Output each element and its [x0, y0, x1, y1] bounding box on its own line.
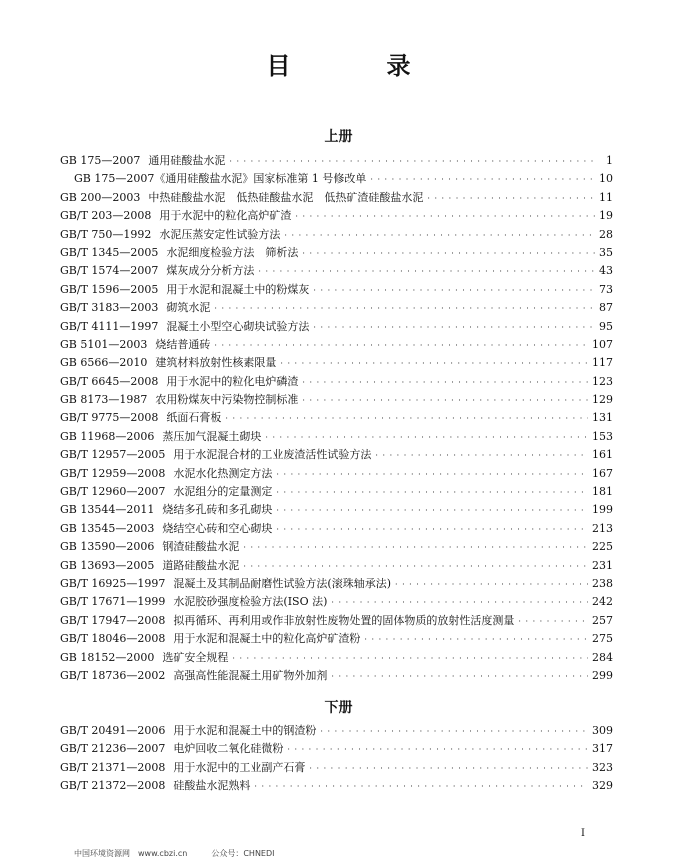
- volume-2-toc: [60, 722, 613, 796]
- toc-leader-dots: [313, 318, 595, 337]
- toc-entry-page: 123: [592, 374, 613, 388]
- toc-entry-title: 建筑材料放射性核素限量: [155, 356, 277, 370]
- toc-entry: [60, 318, 613, 336]
- toc-entry-code: GB 200—2003: [60, 190, 141, 204]
- footer-watermark: 中国环境资源网 www.cbzi.cn 公众号：CHNEDI: [74, 849, 275, 858]
- toc-leader-dots: [243, 538, 588, 557]
- toc-entry: [60, 207, 613, 225]
- toc-entry-title: 水泥胶砂强度检验方法(ISO 法): [173, 595, 328, 609]
- toc-entry-title: 选矿安全规程: [162, 650, 229, 664]
- toc-entry-code: GB 5101—2003: [60, 337, 148, 351]
- toc-entry-page: 73: [599, 282, 613, 296]
- toc-entry-title: 中热硅酸盐水泥 低热硅酸盐水泥 低热矿渣硅酸盐水泥: [148, 190, 424, 204]
- toc-entry-page: 129: [592, 393, 613, 407]
- toc-entry-page: 242: [592, 595, 613, 609]
- toc-leader-dots: [287, 740, 588, 759]
- toc-leader-dots: [395, 575, 588, 594]
- toc-entry-page: 11: [599, 190, 613, 204]
- toc-entry-code: GB/T 21371—2008: [60, 760, 166, 774]
- toc-entry-code: GB/T 21236—2007: [60, 742, 166, 756]
- toc-entry-title: 砌筑水泥: [166, 301, 211, 315]
- toc-entry-code: GB/T 17947—2008: [60, 613, 166, 627]
- toc-entry: [60, 483, 613, 501]
- toc-leader-dots: [331, 667, 588, 686]
- toc-entry-code: GB/T 18736—2002: [60, 668, 166, 682]
- toc-leader-dots: [276, 483, 588, 502]
- toc-entry-title: 蒸压加气混凝土砌块: [162, 429, 262, 443]
- toc-leader-dots: [427, 189, 595, 208]
- toc-entry-page: 213: [592, 521, 613, 535]
- toc-entry-code: GB 175—2007: [60, 154, 141, 167]
- toc-entry-page: 225: [592, 540, 613, 554]
- toc-entry-page: 28: [599, 227, 613, 241]
- toc-entry: [60, 575, 613, 593]
- toc-entry: [60, 244, 613, 262]
- toc-entry-code: GB 13590—2006: [60, 540, 155, 554]
- toc-entry-code: GB 8173—1987: [60, 393, 148, 407]
- toc-entry: [60, 759, 613, 777]
- toc-entry-title: 用于水泥中的粒化高炉矿渣: [159, 209, 292, 223]
- toc-entry: [60, 373, 613, 391]
- toc-entry-page: 87: [599, 301, 613, 315]
- toc-entry: [60, 649, 613, 667]
- toc-entry-page: 231: [592, 558, 613, 572]
- toc-entry-page: 117: [592, 356, 613, 370]
- toc-entry-code: GB/T 9775—2008: [60, 411, 159, 425]
- toc-entry-code: GB 175—2007《通用硅酸盐水泥》国家标准第 1 号修改单: [74, 172, 367, 186]
- toc-leader-dots: [295, 207, 595, 226]
- page-folio: I: [581, 828, 585, 839]
- volume-1-toc: [60, 152, 613, 685]
- toc-entry-code: GB/T 203—2008: [60, 209, 152, 223]
- toc-entry-page: 284: [592, 650, 613, 664]
- toc-entry-title: 水泥细度检验方法 筛析法: [166, 245, 299, 259]
- toc-leader-dots: [276, 465, 588, 484]
- toc-entry-title: 道路硅酸盐水泥: [162, 558, 240, 572]
- toc-entry-page: 323: [592, 760, 613, 774]
- toc-entry-code: GB 13545—2003: [60, 521, 155, 535]
- toc-entry-title: 钢渣硅酸盐水泥: [162, 540, 240, 554]
- toc-leader-dots: [214, 336, 588, 355]
- toc-entry-page: 19: [599, 209, 613, 223]
- toc-leader-dots: [280, 354, 588, 373]
- toc-entry-page: 1: [606, 154, 613, 167]
- toc-entry-code: GB/T 1596—2005: [60, 282, 159, 296]
- toc-entry-title: 拟再循环、再利用或作非放射性废物处置的固体物质的放射性活度测量: [173, 613, 515, 627]
- toc-leader-dots: [284, 226, 595, 245]
- toc-entry-code: GB/T 12960—2007: [60, 485, 166, 499]
- toc-entry: [60, 281, 613, 299]
- toc-entry-title: 烧结空心砖和空心砌块: [162, 521, 273, 535]
- toc-entry: [60, 354, 613, 372]
- toc-entry-code: GB/T 750—1992: [60, 227, 152, 241]
- toc-entry-title: 用于水泥中的粒化电炉磷渣: [166, 374, 299, 388]
- toc-entry-code: GB/T 20491—2006: [60, 724, 166, 737]
- toc-entry-title: 烧结多孔砖和多孔砌块: [162, 503, 273, 517]
- toc-entry-page: 199: [592, 503, 613, 517]
- toc-entry: [60, 446, 613, 464]
- toc-entry-page: 257: [592, 613, 613, 627]
- toc-leader-dots: [229, 152, 595, 171]
- toc-leader-dots: [331, 593, 588, 612]
- toc-entry: [60, 226, 613, 244]
- toc-entry-title: 水泥水化热测定方法: [173, 466, 273, 480]
- toc-entry-page: 329: [592, 779, 613, 793]
- toc-entry-title: 用于水泥和混凝土中的钢渣粉: [173, 724, 317, 737]
- toc-entry-title: 用于水泥和混凝土中的粒化高炉矿渣粉: [173, 632, 361, 646]
- toc-entry-code: GB 6566—2010: [60, 356, 148, 370]
- toc-entry-page: 10: [599, 172, 613, 186]
- toc-leader-dots: [375, 446, 588, 465]
- toc-entry-code: GB/T 3183—2003: [60, 301, 159, 315]
- toc-entry-code: GB/T 1574—2007: [60, 264, 159, 278]
- toc-entry-title: 硅酸盐水泥熟料: [173, 779, 251, 793]
- toc-entry-code: GB 11968—2006: [60, 429, 155, 443]
- toc-entry-title: 水泥组分的定量测定: [173, 485, 273, 499]
- toc-entry-title: 高强高性能混凝土用矿物外加剂: [173, 668, 328, 682]
- toc-leader-dots: [302, 244, 595, 263]
- toc-entry: [60, 409, 613, 427]
- toc-entry: [60, 170, 613, 188]
- toc-entry-page: 309: [592, 724, 613, 737]
- toc-leader-dots: [309, 759, 588, 778]
- toc-leader-dots: [276, 520, 588, 539]
- toc-entry-page: 238: [592, 576, 613, 590]
- toc-entry: [60, 667, 613, 685]
- toc-entry-page: 299: [592, 668, 613, 682]
- toc-entry: [60, 428, 613, 446]
- toc-entry-title: 用于水泥中的工业副产石膏: [173, 760, 306, 774]
- toc-entry-page: 161: [592, 448, 613, 462]
- toc-entry-page: 167: [592, 466, 613, 480]
- toc-leader-dots: [320, 722, 588, 741]
- toc-entry-title: 农用粉煤灰中污染物控制标准: [155, 393, 299, 407]
- toc-leader-dots: [302, 391, 588, 410]
- volume-2-heading: 下册: [324, 700, 353, 716]
- toc-leader-dots: [232, 649, 588, 668]
- toc-leader-dots: [518, 612, 588, 631]
- toc-entry-title: 水泥压蒸安定性试验方法: [159, 227, 281, 241]
- toc-entry-page: 317: [592, 742, 613, 756]
- toc-entry-title: 烧结普通砖: [155, 337, 211, 351]
- toc-entry: [60, 520, 613, 538]
- toc-leader-dots: [254, 777, 588, 796]
- toc-entry: [60, 777, 613, 795]
- toc-entry-code: GB/T 4111—1997: [60, 319, 159, 333]
- toc-entry-code: GB/T 16925—1997: [60, 576, 166, 590]
- toc-entry: [60, 593, 613, 611]
- toc-entry: [60, 722, 613, 740]
- toc-leader-dots: [243, 557, 588, 576]
- toc-leader-dots: [313, 281, 595, 300]
- toc-leader-dots: [214, 299, 595, 318]
- toc-entry-page: 153: [592, 429, 613, 443]
- toc-entry-code: GB/T 1345—2005: [60, 245, 159, 259]
- toc-entry-code: GB/T 21372—2008: [60, 779, 166, 793]
- toc-leader-dots: [302, 373, 588, 392]
- toc-entry-title: 煤灰成分分析方法: [166, 264, 255, 278]
- toc-entry-title: 纸面石膏板: [166, 411, 222, 425]
- toc-entry: [60, 391, 613, 409]
- toc-entry-title: 混凝土及其制品耐磨性试验方法(滚珠轴承法): [173, 576, 391, 590]
- toc-entry: [60, 152, 613, 170]
- toc-entry-page: 35: [599, 245, 613, 259]
- toc-entry-title: 用于水泥和混凝土中的粉煤灰: [166, 282, 310, 296]
- toc-entry: [60, 538, 613, 556]
- toc-leader-dots: [225, 409, 588, 428]
- toc-entry: [60, 501, 613, 519]
- toc-entry-title: 混凝土小型空心砌块试验方法: [166, 319, 310, 333]
- toc-leader-dots: [276, 501, 588, 520]
- toc-entry-page: 95: [599, 319, 613, 333]
- toc-entry-title: 用于水泥混合材的工业废渣活性试验方法: [173, 448, 372, 462]
- toc-entry-page: 131: [592, 411, 613, 425]
- toc-entry: [60, 740, 613, 758]
- toc-entry-code: GB 13544—2011: [60, 503, 155, 517]
- volume-1-heading: 上册: [324, 129, 353, 145]
- toc-entry-title: 电炉回收二氧化硅微粉: [173, 742, 284, 756]
- toc-entry: [60, 189, 613, 207]
- toc-entry-title: 通用硅酸盐水泥: [148, 154, 226, 167]
- toc-entry-code: GB 18152—2000: [60, 650, 155, 664]
- toc-entry-code: GB/T 18046—2008: [60, 632, 166, 646]
- toc-entry-code: GB/T 12957—2005: [60, 448, 166, 462]
- toc-entry: [60, 336, 613, 354]
- toc-entry: [60, 262, 613, 280]
- toc-entry-code: GB/T 17671—1999: [60, 595, 166, 609]
- toc-leader-dots: [364, 630, 588, 649]
- toc-leader-dots: [370, 170, 595, 189]
- toc-leader-dots: [258, 262, 595, 281]
- toc-entry: [60, 630, 613, 648]
- toc-entry-page: 181: [592, 485, 613, 499]
- toc-entry-code: GB 13693—2005: [60, 558, 155, 572]
- toc-entry-page: 43: [599, 264, 613, 278]
- toc-entry: [60, 465, 613, 483]
- toc-entry-page: 275: [592, 632, 613, 646]
- toc-entry-code: GB/T 12959—2008: [60, 466, 166, 480]
- toc-entry: [60, 612, 613, 630]
- toc-leader-dots: [265, 428, 588, 447]
- toc-entry-page: 107: [592, 337, 613, 351]
- page-title: 目 录: [266, 52, 447, 80]
- toc-entry-code: GB/T 6645—2008: [60, 374, 159, 388]
- toc-entry: [60, 299, 613, 317]
- toc-entry: [60, 557, 613, 575]
